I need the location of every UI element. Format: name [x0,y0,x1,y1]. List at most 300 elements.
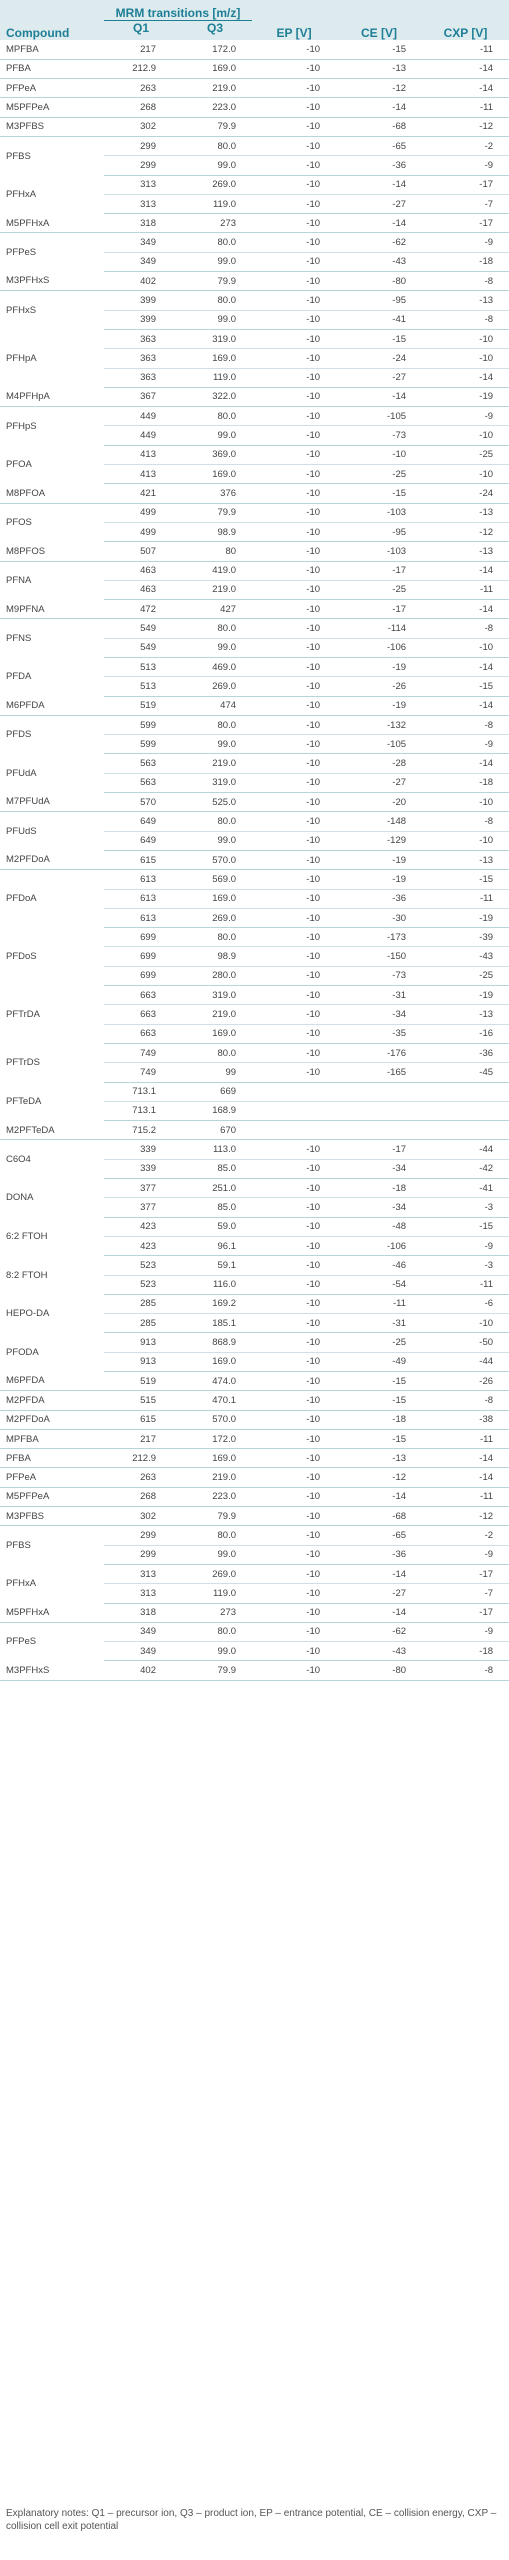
ep-cell: -10 [252,175,336,194]
q3-cell: 79.9 [178,1661,252,1680]
ce-cell: -14 [336,175,422,194]
q1-cell: 377 [104,1179,178,1198]
q1-cell: 212.9 [104,1449,178,1468]
ep-cell: -10 [252,715,336,734]
compound-name: M2PFDA [0,1391,104,1410]
table-row [0,1121,509,1140]
ce-cell: -43 [336,252,422,271]
ep-cell: -10 [252,947,336,966]
q1-cell: 472 [104,600,178,619]
q3-cell: 269.0 [178,175,252,194]
q1-cell: 349 [104,1622,178,1641]
q1-cell: 313 [104,175,178,194]
ep-cell: -10 [252,870,336,889]
ce-cell: -15 [336,484,422,503]
q1-cell: 268 [104,1487,178,1506]
header-ce: CE [V] [336,0,422,40]
q3-cell: 59.0 [178,1217,252,1236]
q3-cell: 223.0 [178,98,252,117]
cxp-cell: -3 [422,1256,509,1275]
q3-cell: 168.9 [178,1101,252,1120]
q1-cell: 268 [104,98,178,117]
ep-cell: -10 [252,1294,336,1313]
ce-cell: -150 [336,947,422,966]
q1-cell: 649 [104,831,178,850]
q1-cell: 399 [104,310,178,329]
table-row [0,175,509,194]
q1-cell: 513 [104,677,178,696]
q1-cell: 699 [104,966,178,985]
ep-cell: -10 [252,368,336,387]
q1-cell: 499 [104,522,178,541]
q1-cell: 413 [104,465,178,484]
ce-cell: -31 [336,1314,422,1333]
table-row [0,1256,509,1275]
ce-cell: -95 [336,291,422,310]
table-row [0,1487,509,1506]
q3-cell: 80.0 [178,619,252,638]
cxp-cell: -11 [422,40,509,59]
q3-cell: 570.0 [178,850,252,869]
ce-cell: -27 [336,1584,422,1603]
ce-cell: -12 [336,1468,422,1487]
cxp-cell: -14 [422,696,509,715]
q3-cell: 85.0 [178,1198,252,1217]
compound-name: PFHpA [6,352,37,364]
ce-cell: -17 [336,561,422,580]
ep-cell: -10 [252,79,336,98]
ep-cell: -10 [252,503,336,522]
q1-cell: 367 [104,387,178,406]
cxp-cell: -18 [422,773,509,792]
table-row [0,1333,509,1352]
q1-cell: 423 [104,1236,178,1255]
cxp-cell: -9 [422,407,509,426]
ce-cell: -17 [336,1140,422,1159]
ep-cell: -10 [252,928,336,947]
ce-cell: -43 [336,1642,422,1661]
cxp-cell: -14 [422,1449,509,1468]
ce-cell: -62 [336,233,422,252]
table-row [0,1449,509,1468]
ep-cell: -10 [252,484,336,503]
ce-cell: -14 [336,1564,422,1583]
ce-cell: -95 [336,522,422,541]
q1-cell: 299 [104,156,178,175]
ep-cell: -10 [252,889,336,908]
cxp-cell: -10 [422,793,509,812]
compound-name: M5PFHxA [0,1603,104,1622]
table-row [0,850,509,869]
cxp-cell: -17 [422,1603,509,1622]
compound-name: M8PFOA [0,484,104,503]
q1-cell: 615 [104,1410,178,1429]
cxp-cell: -45 [422,1063,509,1082]
q1-cell: 507 [104,542,178,561]
table-row [0,1140,509,1159]
table-row [0,136,509,155]
cxp-cell: -15 [422,677,509,696]
ep-cell: -10 [252,1217,336,1236]
cxp-cell: -14 [422,59,509,78]
ep-cell: -10 [252,1642,336,1661]
compound-name: PFTeDA [6,1095,42,1107]
q3-cell: 80.0 [178,715,252,734]
ce-cell: -19 [336,696,422,715]
ep-cell: -10 [252,1391,336,1410]
q3-cell: 185.1 [178,1314,252,1333]
ep-cell: -10 [252,1256,336,1275]
q1-cell: 421 [104,484,178,503]
cxp-cell: -11 [422,1429,509,1448]
compound-name: M3PFBS [0,1507,104,1526]
ce-cell: -41 [336,310,422,329]
q3-cell: 169.0 [178,349,252,368]
q3-cell: 172.0 [178,1429,252,1448]
ep-cell: -10 [252,272,336,291]
table-row [0,407,509,426]
cxp-cell: -14 [422,600,509,619]
q1-cell: 349 [104,252,178,271]
table-row [0,928,509,947]
compound-name: PFPeA [0,79,104,98]
table-row [0,1622,509,1641]
ce-cell: -25 [336,580,422,599]
q1-cell: 217 [104,40,178,59]
q3-cell: 80.0 [178,812,252,831]
ep-cell [252,1121,336,1140]
table-row [0,98,509,117]
compound-name: PFNS [6,632,32,644]
q1-cell: 263 [104,1468,178,1487]
q3-cell: 169.0 [178,889,252,908]
q1-cell: 519 [104,696,178,715]
q1-cell: 318 [104,214,178,233]
ce-cell: -176 [336,1043,422,1062]
table-row [0,117,509,136]
cxp-cell: -12 [422,522,509,541]
compound-name: MPFBA [0,40,104,59]
cxp-cell: -9 [422,156,509,175]
cxp-cell: -10 [422,1314,509,1333]
ep-cell: -10 [252,1352,336,1371]
q1-cell: 449 [104,407,178,426]
ce-cell: -15 [336,1371,422,1390]
cxp-cell: -17 [422,214,509,233]
q3-cell: 570.0 [178,1410,252,1429]
ce-cell: -105 [336,407,422,426]
q3-cell: 319.0 [178,986,252,1005]
table-row [0,291,509,310]
q3-cell: 470.1 [178,1391,252,1410]
ep-cell: -10 [252,831,336,850]
compound-name: PFTrDA [6,1008,40,1020]
q3-cell: 169.0 [178,465,252,484]
q1-cell: 313 [104,1584,178,1603]
table-body [0,40,509,1680]
cxp-cell: -15 [422,1217,509,1236]
ep-cell: -10 [252,1024,336,1043]
ce-cell: -20 [336,793,422,812]
table-header [0,0,509,40]
explanatory-notes: Explanatory notes: Q1 – precursor ion, Q3 – product ion, EP – entrance potential, CE – collision energy, CXP – collision cell exit potential [6,2508,497,2532]
ep-cell: -10 [252,1236,336,1255]
ce-cell: -80 [336,272,422,291]
cxp-cell: -19 [422,908,509,927]
cxp-cell: -2 [422,1526,509,1545]
table-row [0,1410,509,1429]
ce-cell: -18 [336,1179,422,1198]
compound-name: PFODA [6,1346,39,1358]
ep-cell: -10 [252,1333,336,1352]
compound-name: M6PFDA [0,1371,104,1390]
ep-cell: -10 [252,1179,336,1198]
q1-cell: 318 [104,1603,178,1622]
q3-cell: 80.0 [178,407,252,426]
ce-cell: -34 [336,1198,422,1217]
ce-cell: -165 [336,1063,422,1082]
q3-cell: 79.9 [178,117,252,136]
ep-cell: -10 [252,1043,336,1062]
table-row [0,214,509,233]
q1-cell: 463 [104,580,178,599]
ep-cell: -10 [252,1584,336,1603]
header-cxp: CXP [V] [422,0,509,40]
cxp-cell: -13 [422,850,509,869]
ce-cell: -27 [336,773,422,792]
ce-cell: -103 [336,503,422,522]
compound-name: MPFBA [0,1429,104,1448]
ce-cell: -103 [336,542,422,561]
q3-cell: 80.0 [178,928,252,947]
ce-cell: -15 [336,329,422,348]
ce-cell: -19 [336,850,422,869]
q1-cell: 749 [104,1063,178,1082]
cxp-cell: -9 [422,233,509,252]
ce-cell: -68 [336,1507,422,1526]
q1-cell: 663 [104,986,178,1005]
ce-cell: -19 [336,870,422,889]
table-row [0,715,509,734]
compound-name: PFUdS [6,825,37,837]
ce-cell: -14 [336,214,422,233]
q1-cell: 563 [104,754,178,773]
cxp-cell: -18 [422,1642,509,1661]
cxp-cell: -10 [422,329,509,348]
compound-name: M3PFHxS [0,1661,104,1680]
compound-name: M5PFPeA [0,98,104,117]
q3-cell: 113.0 [178,1140,252,1159]
q3-cell: 223.0 [178,1487,252,1506]
compound-name: PFBS [6,1539,31,1551]
q1-cell: 402 [104,272,178,291]
q1-cell: 715.2 [104,1121,178,1140]
table-row [0,1661,509,1680]
compound-name: PFHxA [6,188,37,200]
q3-cell: 79.9 [178,1507,252,1526]
ce-cell: -65 [336,136,422,155]
cxp-cell: -15 [422,870,509,889]
q3-cell: 669 [178,1082,252,1101]
compound-name: C6O4 [6,1153,31,1165]
ep-cell: -10 [252,1429,336,1448]
q1-cell: 523 [104,1256,178,1275]
q3-cell: 219.0 [178,1468,252,1487]
ep-cell: -10 [252,1507,336,1526]
q1-cell: 339 [104,1159,178,1178]
q1-cell: 299 [104,136,178,155]
ep-cell: -10 [252,40,336,59]
ep-cell: -10 [252,310,336,329]
cxp-cell: -7 [422,194,509,213]
q1-cell: 299 [104,1526,178,1545]
ep-cell: -10 [252,522,336,541]
table-row [0,870,509,889]
q3-cell: 219.0 [178,79,252,98]
cxp-cell: -8 [422,310,509,329]
q1-cell: 523 [104,1275,178,1294]
compound-name: PFOA [6,459,32,471]
cxp-cell: -14 [422,561,509,580]
q1-cell: 913 [104,1333,178,1352]
cxp-cell: -14 [422,1468,509,1487]
table-row [0,272,509,291]
ep-cell: -10 [252,658,336,677]
q1-cell: 263 [104,79,178,98]
q1-cell: 599 [104,735,178,754]
q1-cell: 713.1 [104,1082,178,1101]
compound-name: M4PFHpA [0,387,104,406]
q3-cell: 99.0 [178,252,252,271]
compound-name: PFPeS [6,1636,37,1648]
q3-cell: 670 [178,1121,252,1140]
q3-cell: 868.9 [178,1333,252,1352]
table-row [0,793,509,812]
ep-cell: -10 [252,677,336,696]
cxp-cell: -19 [422,387,509,406]
ep-cell: -10 [252,1063,336,1082]
cxp-cell: -12 [422,1507,509,1526]
q1-cell: 563 [104,773,178,792]
q3-cell: 322.0 [178,387,252,406]
table-row [0,445,509,464]
compound-name: M9PFNA [0,600,104,619]
q1-cell: 649 [104,812,178,831]
ep-cell: -10 [252,252,336,271]
ce-cell: -105 [336,735,422,754]
ep-cell: -10 [252,1005,336,1024]
ce-cell: -11 [336,1294,422,1313]
ep-cell: -10 [252,1526,336,1545]
ce-cell: -73 [336,426,422,445]
ce-cell: -14 [336,387,422,406]
ep-cell: -10 [252,291,336,310]
cxp-cell: -9 [422,735,509,754]
q1-cell: 313 [104,194,178,213]
ce-cell: -15 [336,1429,422,1448]
ep-cell: -10 [252,542,336,561]
ce-cell [336,1082,422,1101]
ce-cell: -36 [336,156,422,175]
cxp-cell: -42 [422,1159,509,1178]
compound-name: M3PFHxS [0,272,104,291]
q3-cell: 525.0 [178,793,252,812]
ep-cell: -10 [252,214,336,233]
q1-cell: 699 [104,947,178,966]
q1-cell: 519 [104,1371,178,1390]
q3-cell: 99.0 [178,310,252,329]
table-row [0,1082,509,1101]
q1-cell: 613 [104,908,178,927]
q3-cell: 99.0 [178,831,252,850]
compound-name: M7PFUdA [0,793,104,812]
ce-cell: -106 [336,1236,422,1255]
ce-cell: -26 [336,677,422,696]
ce-cell: -13 [336,1449,422,1468]
ep-cell: -10 [252,117,336,136]
header-compound: Compound [0,0,104,40]
ce-cell [336,1101,422,1120]
q3-cell: 427 [178,600,252,619]
ce-cell: -25 [336,465,422,484]
cxp-cell: -8 [422,619,509,638]
ce-cell: -25 [336,1333,422,1352]
q3-cell: 98.9 [178,522,252,541]
ce-cell: -34 [336,1005,422,1024]
q3-cell: 80.0 [178,1526,252,1545]
q1-cell: 413 [104,445,178,464]
q3-cell: 80.0 [178,1622,252,1641]
q3-cell: 169.0 [178,59,252,78]
q1-cell: 423 [104,1217,178,1236]
q1-cell: 217 [104,1429,178,1448]
table-row [0,754,509,773]
q3-cell: 219.0 [178,754,252,773]
ep-cell: -10 [252,1159,336,1178]
ep-cell: -10 [252,407,336,426]
cxp-cell: -9 [422,1545,509,1564]
ep-cell: -10 [252,561,336,580]
ce-cell: -31 [336,986,422,1005]
table-row [0,40,509,59]
ce-cell: -80 [336,1661,422,1680]
ce-cell: -148 [336,812,422,831]
ep-cell: -10 [252,1622,336,1641]
ep-cell: -10 [252,735,336,754]
cxp-cell: -6 [422,1294,509,1313]
compound-name: HEPO-DA [6,1308,50,1320]
q1-cell: 363 [104,349,178,368]
table-row [0,1391,509,1410]
cxp-cell: -8 [422,812,509,831]
ce-cell: -36 [336,1545,422,1564]
q3-cell: 474.0 [178,1371,252,1390]
table-row [0,503,509,522]
ep-cell: -10 [252,1410,336,1429]
table-row [0,233,509,252]
compound-name: PFPeS [6,247,37,259]
cxp-cell: -26 [422,1371,509,1390]
q1-cell: 749 [104,1043,178,1062]
q3-cell: 99.0 [178,426,252,445]
table-row [0,484,509,503]
ep-cell: -10 [252,812,336,831]
cxp-cell: -44 [422,1352,509,1371]
compound-name: PFOS [6,517,32,529]
cxp-cell: -25 [422,966,509,985]
ep-cell: -10 [252,696,336,715]
cxp-cell: -8 [422,272,509,291]
